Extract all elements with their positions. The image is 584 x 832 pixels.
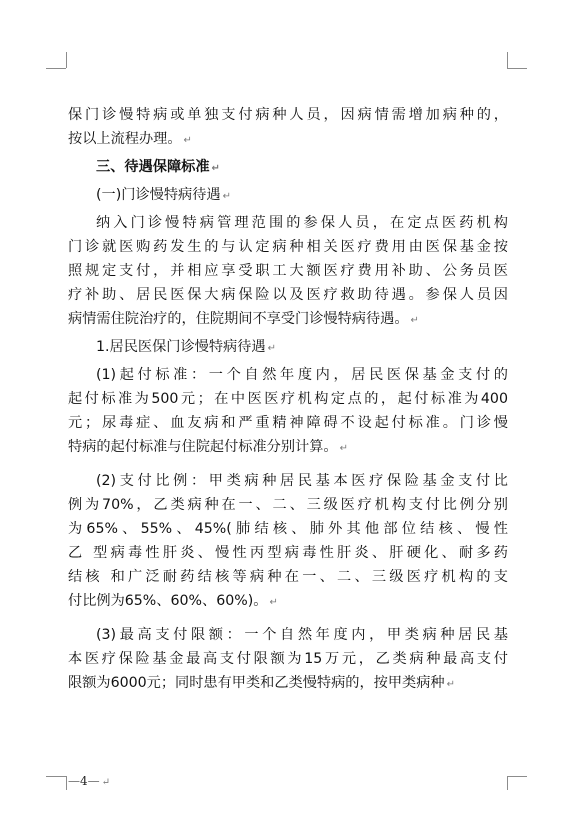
footer-dash: — — [68, 774, 80, 788]
crop-mark-top-left — [46, 68, 66, 69]
text-line: 按以上流程办理。 — [68, 131, 182, 147]
crop-mark-top-right — [507, 68, 527, 69]
paragraph-carryover — [68, 103, 508, 151]
text-line: 特病的起付标准与住院起付标准分别计算。 — [68, 439, 338, 455]
text-line: (2)支付比例：甲类病种居民基本医疗保险基金支付比 — [96, 473, 508, 489]
text-line: 起付标准为500元；在中医医疗机构定点的，起付标准为400 — [68, 391, 508, 407]
text-line: 限额为6000元；同时患有甲类和乙类慢特病的，按甲类病种 — [68, 675, 445, 691]
text-line: 门诊就医购药发生的与认定病种相关医疗费用由医保基金按 — [68, 239, 508, 255]
crop-mark-bottom-right — [507, 776, 508, 790]
paragraph-mark-icon: ↵ — [211, 163, 220, 174]
page-footer — [68, 774, 110, 788]
paragraph-limit — [68, 623, 508, 695]
text-line: 例为70%，乙类病种在一、二、三级医疗机构支付比例分别 — [68, 497, 508, 513]
paragraph-mark-icon: ↵ — [101, 777, 111, 788]
text-line: (3)最高支付限额：一个自然年度内，甲类病种居民基 — [96, 627, 508, 643]
document-body[interactable] — [68, 103, 508, 695]
text-line: 为65%、55%、45%(肺结核、肺外其他部位结核、慢性 — [68, 521, 508, 537]
paragraph-ratio — [68, 469, 508, 613]
text-line: 疗补助、居民医保大病保险以及医疗救助待遇。参保人员因 — [68, 287, 508, 303]
paragraph-mark-icon: ↵ — [267, 343, 276, 354]
text-line: 纳入门诊慢特病管理范围的参保人员，在定点医药机构 — [96, 215, 508, 231]
item-heading-line — [68, 335, 508, 359]
text-line-end — [68, 671, 508, 695]
crop-mark-bottom-left — [46, 776, 66, 777]
paragraph-mark-icon: ↵ — [446, 679, 455, 690]
text-line-end — [68, 435, 508, 459]
section-heading: 三、待遇保障标准 — [96, 159, 210, 175]
crop-mark-bottom-right — [507, 776, 527, 777]
paragraph-mark-icon: ↵ — [183, 135, 192, 146]
text-line-end — [68, 589, 508, 613]
paragraph-threshold — [68, 363, 508, 459]
text-line: (1)起付标准：一个自然年度内，居民医保基金支付的 — [96, 367, 508, 383]
text-line: 付比例为65%、60%、60%)。 — [68, 593, 268, 609]
text-line-end — [68, 127, 508, 151]
text-line: 病情需住院治疗的，住院期间不享受门诊慢特病待遇。 — [68, 311, 409, 327]
sub-heading-line — [68, 183, 508, 207]
paragraph-mark-icon: ↵ — [410, 315, 419, 326]
paragraph-mark-icon: ↵ — [339, 443, 348, 454]
text-line: 本医疗保险基金最高支付限额为15万元，乙类病种最高支付 — [68, 651, 508, 667]
page-number: 4 — [80, 774, 88, 788]
paragraph-mark-icon: ↵ — [222, 191, 231, 202]
text-line: 照规定支付，并相应享受职工大额医疗费用补助、公务员医 — [68, 263, 508, 279]
crop-mark-bottom-left — [66, 776, 67, 790]
section-heading-line — [68, 155, 508, 179]
crop-mark-top-right — [507, 52, 508, 68]
paragraph-mark-icon: ↵ — [269, 597, 278, 608]
text-line: 结核 和广泛耐药结核等病种在一、二、三级医疗机构的支 — [68, 569, 508, 585]
text-line: 乙 型病毒性肝炎、慢性丙型病毒性肝炎、肝硬化、耐多药 — [68, 545, 508, 561]
paragraph-intro — [68, 211, 508, 331]
text-line: 元；尿毒症、血友病和严重精神障碍不设起付标准。门诊慢 — [68, 415, 508, 431]
text-line-end — [68, 307, 508, 331]
footer-dash: — — [87, 774, 100, 788]
item-heading: 1.居民医保门诊慢特病待遇 — [96, 339, 266, 355]
sub-heading: (一)门诊慢特病待遇 — [96, 187, 221, 203]
crop-mark-top-left — [66, 52, 67, 68]
text-line: 保门诊慢特病或单独支付病种人员，因病情需增加病种的， — [68, 107, 508, 123]
